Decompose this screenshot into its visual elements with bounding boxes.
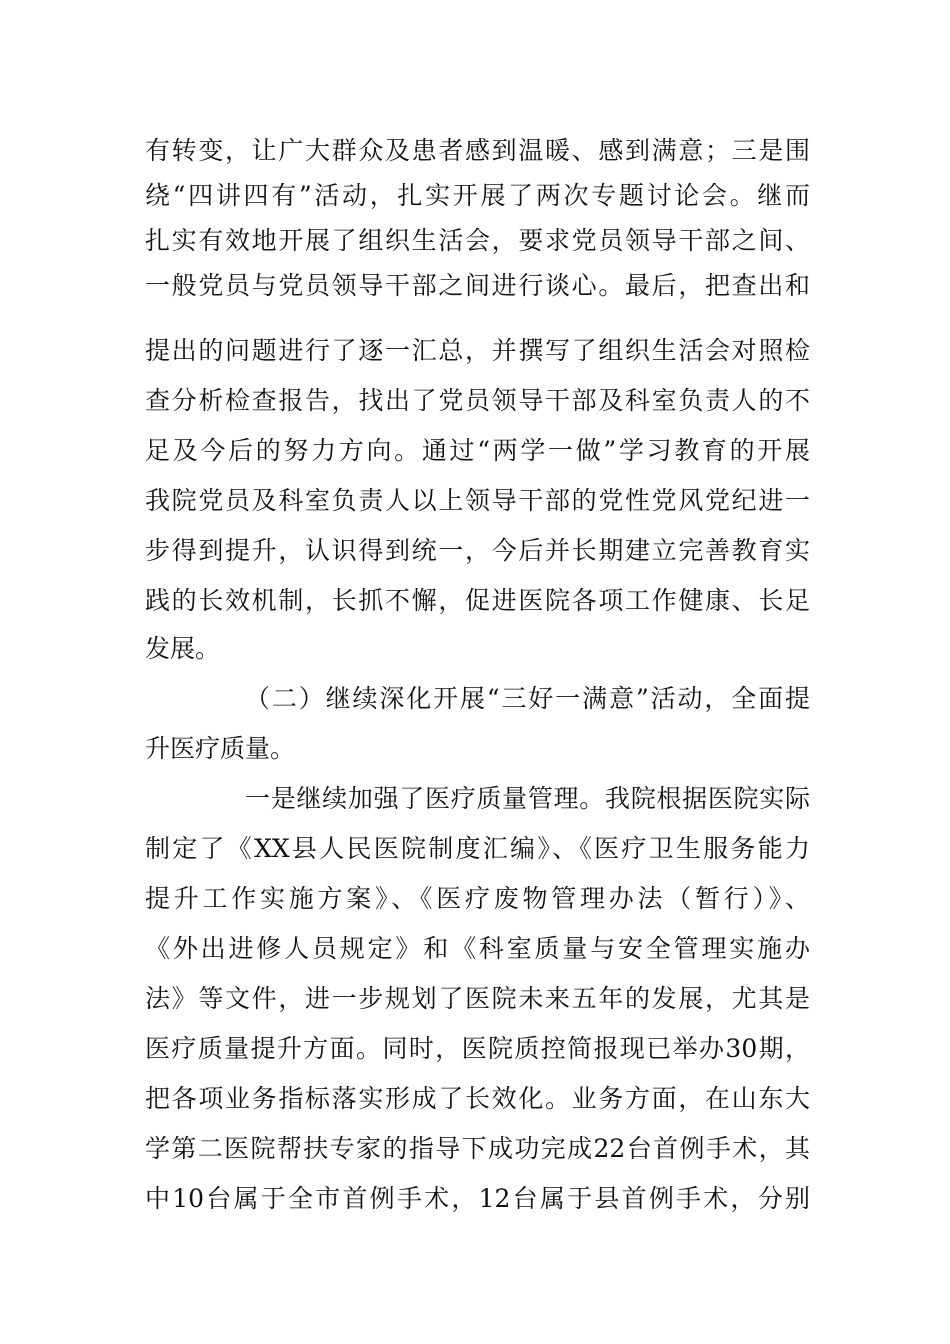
text-line: 有转变，让广大群众及患者感到温暖、感到满意；三是围 <box>145 136 810 165</box>
text-line: 提升工作实施方案》、《医疗废物管理办法（暂行）》、 <box>145 884 810 913</box>
text-line: 提出的问题进行了逐一汇总，并撰写了组织生活会对照检 <box>145 336 810 365</box>
text-line: 我院党员及科室负责人以上领导干部的党性党风党纪进一 <box>145 486 810 515</box>
text-line: 查分析检查报告，找出了党员领导干部及科室负责人的不 <box>145 386 810 415</box>
text-line: 一是继续加强了医疗质量管理。我院根据医院实际 <box>245 784 810 813</box>
text-line: 把各项业务指标落实形成了长效化。业务方面，在山东大 <box>145 1084 810 1113</box>
text-line: 发展。 <box>145 634 221 663</box>
text-line: 一般党员与党员领导干部之间进行谈心。最后，把查出和 <box>145 271 810 300</box>
text-line: 扎实有效地开展了组织生活会，要求党员领导干部之间、 <box>145 226 810 255</box>
text-line: 步得到提升，认识得到统一，今后并长期建立完善教育实 <box>145 536 810 565</box>
section-heading-line: 升医疗质量。 <box>145 734 296 763</box>
text-line: 绕“四讲四有”活动，扎实开展了两次专题讨论会。继而 <box>145 181 810 210</box>
text-line: 足及今后的努力方向。通过“两学一做”学习教育的开展 <box>145 436 810 465</box>
text-line: 制定了《XX县人民医院制度汇编》、《医疗卫生服务能力 <box>145 834 810 863</box>
text-line: 践的长效机制，长抓不懈，促进医院各项工作健康、长足 <box>145 586 810 615</box>
text-line: 中10台属于全市首例手术，12台属于县首例手术，分别 <box>145 1184 810 1213</box>
text-line: 法》等文件，进一步规划了医院未来五年的发展，尤其是 <box>145 984 810 1013</box>
text-line: 学第二医院帮扶专家的指导下成功完成22台首例手术，其 <box>145 1134 810 1163</box>
text-line: 《外出进修人员规定》和《科室质量与安全管理实施办 <box>145 934 810 963</box>
section-heading-line: （二）继续深化开展“三好一满意”活动，全面提 <box>245 684 810 713</box>
text-line: 医疗质量提升方面。同时，医院质控简报现已举办30期， <box>145 1034 810 1063</box>
